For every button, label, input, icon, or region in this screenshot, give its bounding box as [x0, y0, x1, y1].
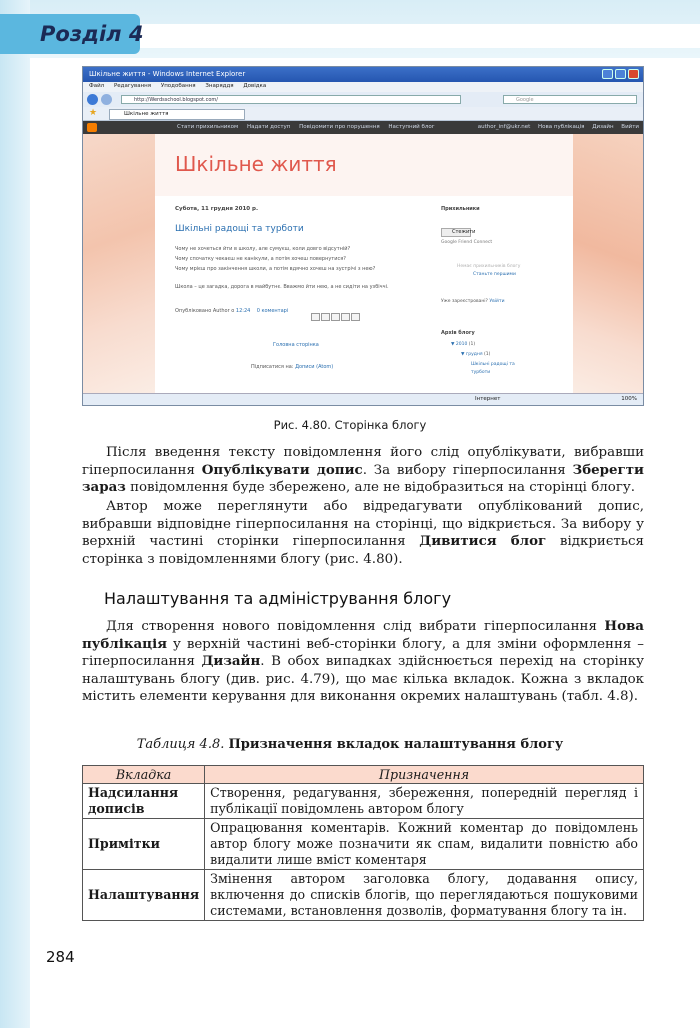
follow-button: Стежити	[441, 228, 471, 237]
zoom-level: 100%	[621, 396, 637, 402]
table-number: Таблиця 4.8.	[136, 737, 225, 752]
post-meta-prefix: Опубліковано Author о	[175, 308, 235, 314]
page-number: 284	[46, 948, 75, 966]
nav-share: Надати доступ	[246, 124, 291, 130]
header-purpose: Призначення	[205, 766, 644, 784]
address-field: http://Werdsschool.blogspot.com/	[121, 95, 461, 104]
nav-report: Повідомити про порушення	[299, 124, 380, 130]
paragraph-publish: Після введення тексту повідомлення його слід опублікувати, вибравши гіперпосилання Опублікувати допис. За вибору гіперпосилання Зберегти зараз повідомлення буде збережено, але не відобразиться на сторінці блогу.	[82, 445, 644, 495]
table-caption	[0, 737, 700, 752]
blog-sidebar	[441, 134, 573, 400]
blog-screenshot	[82, 66, 644, 406]
post-line: Чому мрієш про закінчення школи, а потім вдячно хочеш на зустрічі з нею?	[175, 266, 376, 272]
buzz-icon	[351, 313, 360, 321]
menu-help: Довідка	[243, 83, 267, 89]
table-header-row	[83, 766, 644, 784]
header-tab: Вкладка	[83, 766, 205, 784]
figure-caption: Рис. 4.80. Сторінка блогу	[273, 418, 427, 432]
post-time: 12:24	[235, 308, 251, 314]
back-icon	[87, 94, 98, 105]
menu-favorites: Уподобання	[160, 83, 196, 89]
row-tab: Надсилання дописів	[83, 784, 205, 819]
chapter-title: Розділ 4	[40, 22, 144, 46]
post-title: Шкільні радощі та турботи	[175, 224, 304, 234]
section-heading: Налаштування та адміністрування блогу	[104, 589, 452, 608]
window-title: Шкільне життя - Windows Internet Explorer	[89, 70, 246, 78]
registered-label: Уже зареєстровані?	[441, 299, 488, 304]
tab-row	[83, 107, 643, 121]
address-bar-row	[83, 92, 643, 107]
post-line: Чому не хочеться йти в школу, але сумуєш, коли довго відсутній?	[175, 246, 351, 252]
subscribe-label: Підписатися на:	[251, 364, 294, 370]
paragraph-view: Автор може переглянути або відредагувати опублікований допис, вибравши відповідне гіперпосилання на сторінці, що відкриється. За вибору у верхній частині сторінки гіперпосилання Дивитися блог відкриється сторінка з повідомленнями блогу (рис. 4.80).	[82, 499, 644, 567]
archive-post-line2: турботи	[471, 370, 491, 375]
nav-follow: Стати прихильником	[177, 124, 239, 130]
subscribe-line	[251, 364, 333, 370]
row-tab: Примітки	[83, 819, 205, 870]
decor-left	[83, 134, 155, 400]
post-comments: 0 коментарі	[256, 308, 289, 314]
home-link: Головна сторінка	[273, 342, 319, 348]
archive-month: ▼ грудня (1)	[461, 352, 491, 357]
menu-file: Файл	[89, 83, 105, 89]
browser-tab: Шкільне життя	[109, 109, 245, 120]
archive-year-label: 2010	[455, 342, 468, 347]
favorites-star-icon: ★	[89, 108, 98, 118]
facebook-icon	[341, 313, 350, 321]
decor-right	[571, 134, 643, 400]
post-meta	[175, 308, 288, 314]
login-link: Увійти	[489, 299, 505, 304]
paragraph-settings: Для створення нового повідомлення слід вибрати гіперпосилання Нова публікація у верхній частині веб-сторінки блогу, а для зміни оформлення – гіперпосилання Дизайн. В обох випадках здійснюється перехід на сторінку налаштувань блогу (див. рис. 4.79), що має кілька вкладок. Кожна з вкладок містить елементи керування для виконання окремих налаштувань (табл. 4.8).	[82, 618, 644, 704]
browser-menubar	[83, 82, 643, 92]
nav-design: Дизайн	[592, 124, 614, 130]
row-tab: Налаштування	[83, 870, 205, 921]
menu-tools: Знаряддя	[205, 83, 234, 89]
blog-body	[83, 134, 643, 400]
share-icons	[311, 306, 361, 325]
registered-note	[441, 299, 505, 304]
forward-icon	[101, 94, 112, 105]
archive-year: ▼ 2010 (1)	[451, 342, 476, 347]
table-row	[83, 784, 644, 819]
nav-user: author_inf@ukr.net	[477, 124, 531, 130]
sidebar-followers-heading: Прихильники	[441, 206, 480, 212]
nav-next-blog: Наступний блог	[388, 124, 435, 130]
friend-connect: Google Friend Connect	[441, 240, 493, 245]
twitter-icon	[331, 313, 340, 321]
table-row	[83, 819, 644, 870]
archive-heading: Архів блогу	[441, 330, 475, 336]
email-icon	[311, 313, 320, 321]
blog-page	[155, 134, 573, 400]
menu-edit: Редагування	[113, 83, 152, 89]
post-line: Школа – це загадка, дорога в майбутнє. Вважмо йти нею, а не сидіти на узбіччі.	[175, 284, 389, 290]
blogger-navbar	[83, 121, 643, 134]
window-titlebar	[83, 67, 643, 82]
post-line: Чому спочатку чекаєш не канікули, а потім хочеш повернутися?	[175, 256, 346, 262]
close-icon	[628, 69, 639, 79]
blogger-logo-icon	[87, 123, 97, 132]
subscribe-link: Дописи (Atom)	[295, 364, 334, 370]
row-purpose: Змінення автором заголовка блогу, додавання опису, включення до списків блогів, що переглядаються пошуковими системами, встановлення дозволів, форматування блогу та ін.	[205, 870, 644, 921]
blog-title: Шкільне життя	[175, 152, 337, 176]
table-row	[83, 870, 644, 921]
settings-tabs-table	[82, 765, 644, 921]
archive-post-line1: Шкільні радощі та	[471, 362, 515, 367]
no-followers-note: Немає прихильників блогу	[457, 264, 521, 269]
nav-new-post: Нова публікація	[538, 124, 585, 130]
archive-month-label: грудня	[465, 352, 483, 357]
left-margin-strip	[0, 0, 30, 1028]
row-purpose: Опрацювання коментарів. Кожний коментар до повідомлень автор блогу може позначити як спам, видалити повністю або видалити лише вміст коментаря	[205, 819, 644, 870]
table-title: Призначення вкладок налаштування блогу	[228, 737, 564, 752]
be-first-link: Станьте першими	[473, 272, 516, 277]
search-field: Google	[503, 95, 637, 104]
header-stripe	[140, 24, 700, 48]
browser-statusbar	[83, 393, 643, 405]
post-date: Субота, 11 грудня 2010 р.	[175, 206, 259, 212]
internet-zone: Інтернет	[475, 396, 501, 402]
maximize-icon	[615, 69, 626, 79]
nav-logout: Вийти	[621, 124, 639, 130]
blog-this-icon	[321, 313, 330, 321]
archive-year-count: (1)	[468, 342, 476, 347]
row-purpose: Створення, редагування, збереження, попередній перегляд і публікації повідомлень автором блогу	[205, 784, 644, 819]
archive-month-count: (1)	[484, 352, 491, 357]
minimize-icon	[602, 69, 613, 79]
